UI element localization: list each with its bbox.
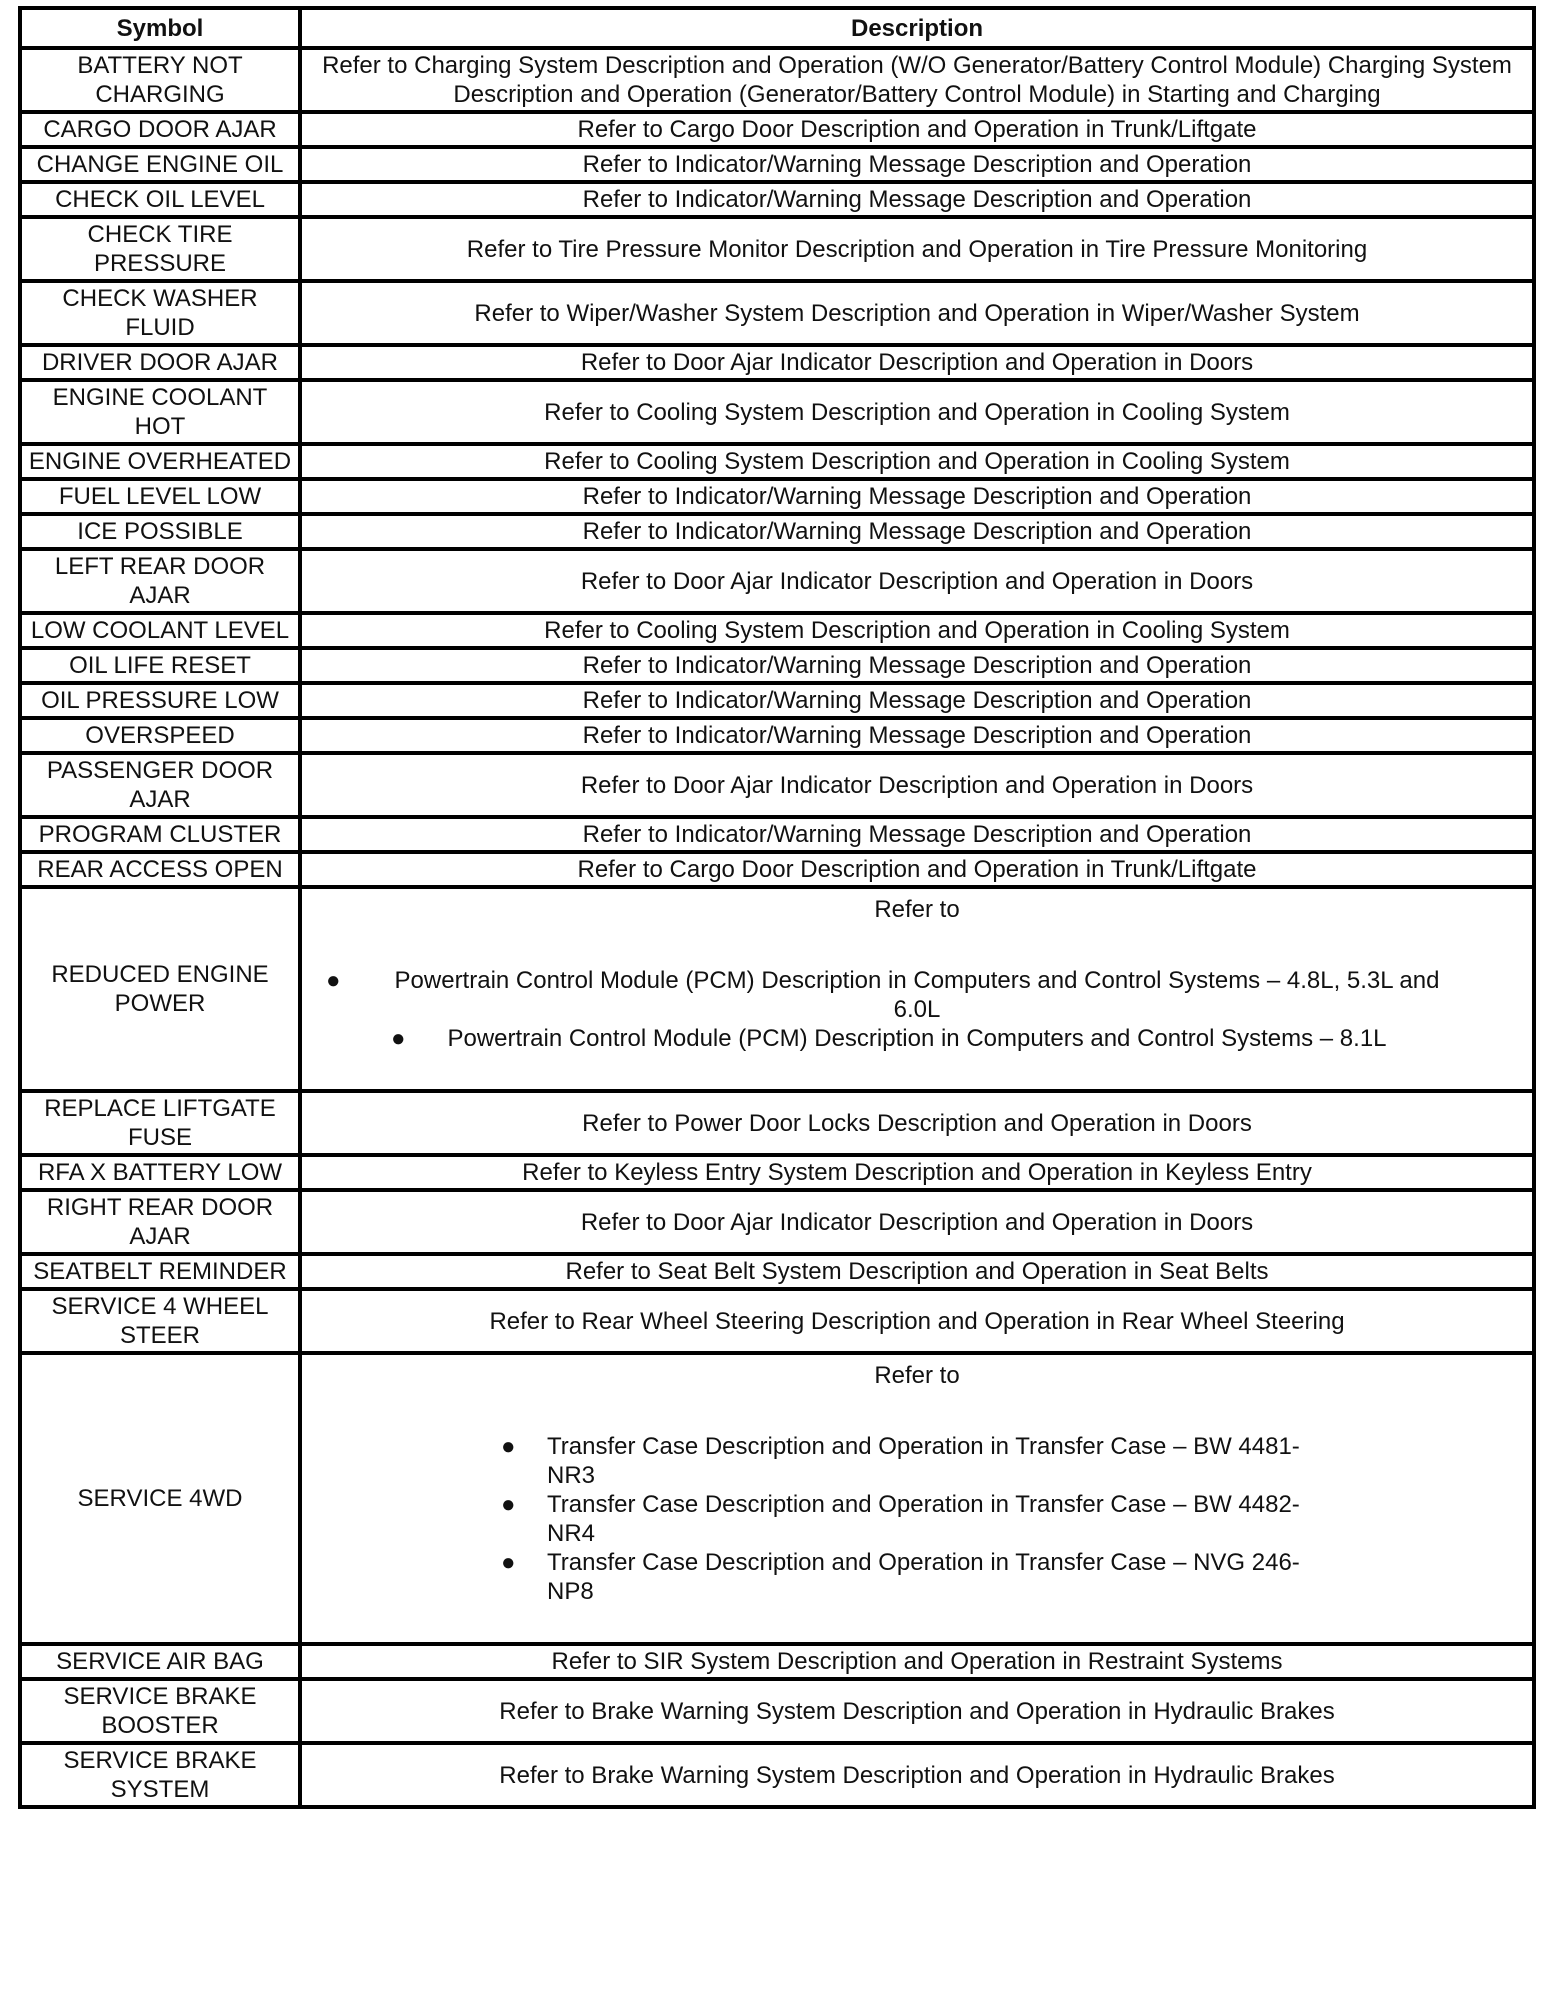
table-row xyxy=(20,444,1534,479)
list-item-text: Powertrain Control Module (PCM) Description in Computers and Control Systems – 4.8L, 5.3L and 6.0L xyxy=(394,967,1440,1023)
symbol-cell: REAR ACCESS OPEN xyxy=(20,852,300,887)
table-row xyxy=(20,48,1534,112)
bullet-icon: ● xyxy=(501,1491,516,1518)
description-cell: Refer to Brake Warning System Description and Operation in Hydraulic Brakes xyxy=(300,1743,1534,1807)
description-cell: Refer to Brake Warning System Description and Operation in Hydraulic Brakes xyxy=(300,1679,1534,1743)
bullet-icon: ● xyxy=(501,1433,516,1460)
description-cell: Refer to Wiper/Washer System Description and Operation in Wiper/Washer System xyxy=(300,281,1534,345)
list-item xyxy=(391,1024,1397,1053)
symbol-description-table xyxy=(18,6,1536,1809)
table-row xyxy=(20,718,1534,753)
symbol-cell: OVERSPEED xyxy=(20,718,300,753)
table-row xyxy=(20,1289,1534,1353)
table-row xyxy=(20,182,1534,217)
table-row xyxy=(20,514,1534,549)
table-row xyxy=(20,613,1534,648)
description-cell: Refer to SIR System Description and Operation in Restraint Systems xyxy=(300,1644,1534,1679)
description-cell: Refer to Cargo Door Description and Operation in Trunk/Liftgate xyxy=(300,112,1534,147)
symbol-cell: RFA X BATTERY LOW xyxy=(20,1155,300,1190)
symbol-cell: ENGINE OVERHEATED xyxy=(20,444,300,479)
table-row-reduced-engine-power xyxy=(20,887,1534,1091)
symbol-cell: CHANGE ENGINE OIL xyxy=(20,147,300,182)
symbol-cell: SERVICE BRAKE SYSTEM xyxy=(20,1743,300,1807)
symbol-cell: LEFT REAR DOOR AJAR xyxy=(20,549,300,613)
list-item xyxy=(501,1432,1327,1490)
symbol-cell: PROGRAM CLUSTER xyxy=(20,817,300,852)
bullet-icon: ● xyxy=(326,967,341,994)
symbol-cell: CARGO DOOR AJAR xyxy=(20,112,300,147)
description-cell xyxy=(300,887,1534,1091)
refer-to-text: Refer to xyxy=(874,1362,960,1389)
description-cell: Refer to Tire Pressure Monitor Description and Operation in Tire Pressure Monitoring xyxy=(300,217,1534,281)
symbol-cell: ENGINE COOLANT HOT xyxy=(20,380,300,444)
description-cell: Refer to Power Door Locks Description and Operation in Doors xyxy=(300,1091,1534,1155)
table-row xyxy=(20,1679,1534,1743)
description-cell: Refer to Door Ajar Indicator Description and Operation in Doors xyxy=(300,345,1534,380)
symbol-cell: SERVICE BRAKE BOOSTER xyxy=(20,1679,300,1743)
table-row xyxy=(20,817,1534,852)
table-row xyxy=(20,479,1534,514)
description-cell: Refer to Rear Wheel Steering Description and Operation in Rear Wheel Steering xyxy=(300,1289,1534,1353)
description-cell: Refer to Door Ajar Indicator Description and Operation in Doors xyxy=(300,1190,1534,1254)
description-cell: Refer to Indicator/Warning Message Description and Operation xyxy=(300,182,1534,217)
table-row-service-4wd xyxy=(20,1353,1534,1644)
table-row xyxy=(20,1743,1534,1807)
table-row xyxy=(20,648,1534,683)
description-cell: Refer to Indicator/Warning Message Description and Operation xyxy=(300,648,1534,683)
table-row xyxy=(20,753,1534,817)
list-item-text: Powertrain Control Module (PCM) Description in Computers and Control Systems – 8.1L xyxy=(447,1025,1387,1052)
table-row xyxy=(20,1644,1534,1679)
table-row xyxy=(20,345,1534,380)
description-cell: Refer to Cooling System Description and Operation in Cooling System xyxy=(300,444,1534,479)
description-cell: Refer to Indicator/Warning Message Description and Operation xyxy=(300,479,1534,514)
table-row xyxy=(20,217,1534,281)
symbol-cell: CHECK OIL LEVEL xyxy=(20,182,300,217)
table-row xyxy=(20,281,1534,345)
symbol-cell: DRIVER DOOR AJAR xyxy=(20,345,300,380)
symbol-cell: SEATBELT REMINDER xyxy=(20,1254,300,1289)
description-cell: Refer to Door Ajar Indicator Description and Operation in Doors xyxy=(300,753,1534,817)
list-item xyxy=(501,1490,1327,1548)
table-row xyxy=(20,1091,1534,1155)
transfer-case-reference-list xyxy=(312,1432,1522,1606)
symbol-cell: SERVICE AIR BAG xyxy=(20,1644,300,1679)
description-cell: Refer to Cargo Door Description and Operation in Trunk/Liftgate xyxy=(300,852,1534,887)
symbol-cell: REPLACE LIFTGATE FUSE xyxy=(20,1091,300,1155)
description-cell: Refer to Indicator/Warning Message Description and Operation xyxy=(300,683,1534,718)
symbol-cell: BATTERY NOT CHARGING xyxy=(20,48,300,112)
symbol-cell: SERVICE 4 WHEEL STEER xyxy=(20,1289,300,1353)
symbol-cell: RIGHT REAR DOOR AJAR xyxy=(20,1190,300,1254)
symbol-cell: REDUCED ENGINE POWER xyxy=(20,887,300,1091)
table-row xyxy=(20,1190,1534,1254)
description-cell: Refer to Indicator/Warning Message Description and Operation xyxy=(300,147,1534,182)
symbol-cell: CHECK WASHER FLUID xyxy=(20,281,300,345)
table-row xyxy=(20,112,1534,147)
description-cell xyxy=(300,1353,1534,1644)
description-cell: Refer to Indicator/Warning Message Description and Operation xyxy=(300,514,1534,549)
bullet-icon: ● xyxy=(391,1025,406,1052)
refer-to-text: Refer to xyxy=(874,896,960,923)
list-item-text: Transfer Case Description and Operation in Transfer Case – BW 4481-NR3 xyxy=(547,1433,1300,1489)
table-row xyxy=(20,380,1534,444)
table-row xyxy=(20,1155,1534,1190)
symbol-cell: PASSENGER DOOR AJAR xyxy=(20,753,300,817)
description-cell: Refer to Keyless Entry System Description and Operation in Keyless Entry xyxy=(300,1155,1534,1190)
description-cell: Refer to Charging System Description and Operation (W/O Generator/Battery Control Module) Charging System Description and Operation (Generator/Battery Control Module) in Starting and Charging xyxy=(300,48,1534,112)
description-cell: Refer to Seat Belt System Description and Operation in Seat Belts xyxy=(300,1254,1534,1289)
symbol-cell: CHECK TIRE PRESSURE xyxy=(20,217,300,281)
header-symbol: Symbol xyxy=(20,8,300,48)
table-row xyxy=(20,852,1534,887)
list-item-text: Transfer Case Description and Operation in Transfer Case – NVG 246-NP8 xyxy=(547,1549,1300,1605)
description-cell: Refer to Cooling System Description and Operation in Cooling System xyxy=(300,380,1534,444)
bullet-icon: ● xyxy=(501,1549,516,1576)
symbol-cell: FUEL LEVEL LOW xyxy=(20,479,300,514)
table-row xyxy=(20,683,1534,718)
symbol-cell: LOW COOLANT LEVEL xyxy=(20,613,300,648)
symbol-cell: OIL PRESSURE LOW xyxy=(20,683,300,718)
header-description: Description xyxy=(300,8,1534,48)
list-item xyxy=(501,1548,1327,1606)
description-cell: Refer to Door Ajar Indicator Description and Operation in Doors xyxy=(300,549,1534,613)
table-row xyxy=(20,147,1534,182)
header-row xyxy=(20,8,1534,48)
pcm-reference-list xyxy=(312,966,1522,1053)
table-row xyxy=(20,1254,1534,1289)
description-cell: Refer to Cooling System Description and Operation in Cooling System xyxy=(300,613,1534,648)
symbol-cell: SERVICE 4WD xyxy=(20,1353,300,1644)
description-cell: Refer to Indicator/Warning Message Description and Operation xyxy=(300,817,1534,852)
symbol-cell: ICE POSSIBLE xyxy=(20,514,300,549)
table-body xyxy=(20,48,1534,1807)
list-item-text: Transfer Case Description and Operation in Transfer Case – BW 4482-NR4 xyxy=(547,1491,1300,1547)
symbol-cell: OIL LIFE RESET xyxy=(20,648,300,683)
list-item xyxy=(326,966,1462,1024)
description-cell: Refer to Indicator/Warning Message Description and Operation xyxy=(300,718,1534,753)
table-row xyxy=(20,549,1534,613)
